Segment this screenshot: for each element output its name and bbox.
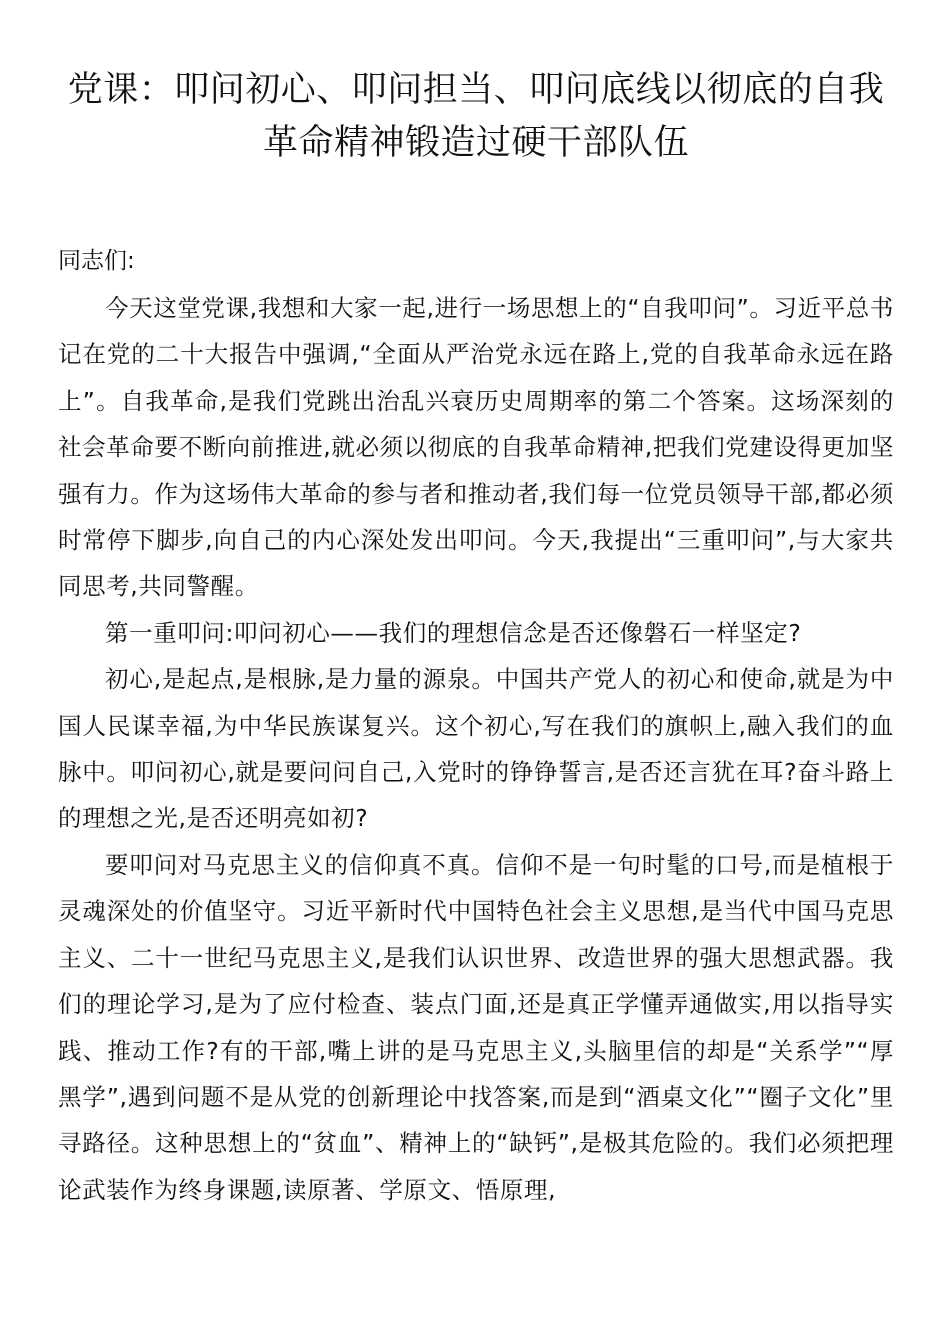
salutation: 同志们:: [58, 248, 135, 274]
paragraph-original-aspiration: 初心,是起点,是根脉,是力量的源泉。中国共产党人的初心和使命,就是为中国人民谋幸福,为中华民族谋复兴。这个初心,写在我们的旗帜上,融入我们的血脉中。叩问初心,就是要问问自己,入党时的铮铮誓言,是否还言犹在耳?奋斗路上的理想之光,是否还明亮如初?: [58, 665, 894, 833]
paragraph-intro: 今天这堂党课,我想和大家一起,进行一场思想上的“自我叩问”。习近平总书记在党的二十大报告中强调,“全面从严治党永远在路上,党的自我革命永远在路上”。自我革命,是我们党跳出治乱兴衰历史周期率的第二个答案。这场深刻的社会革命要不断向前推进,就必须以彻底的自我革命精神,把我们党建设得更加坚强有力。作为这场伟大革命的参与者和推动者,我们每一位党员领导干部,都必须时常停下脚步,向自己的内心深处发出叩问。今天,我提出“三重叩问”,与大家共同思考,共同警醒。: [58, 294, 894, 601]
title-line-1: 党课：叩问初心、叩问担当、叩问底线以彻底的自我: [67, 70, 885, 110]
document-page: [58, 64, 894, 1213]
paragraph-section-heading: 第一重叩问:叩问初心——我们的理想信念是否还像磐石一样坚定?: [105, 618, 802, 647]
title-line-2: 革命精神锻造过硬干部队伍: [262, 123, 689, 163]
document-title: [58, 64, 894, 170]
paragraph-marxism-faith: 要叩问对马克思主义的信仰真不真。信仰不是一句时髦的口号,而是植根于灵魂深处的价值坚守。习近平新时代中国特色社会主义思想,是当代中国马克思主义、二十一世纪马克思主义,是我们认识世界、改造世界的强大思想武器。我们的理论学习,是为了应付检查、装点门面,还是真正学懂弄通做实,用以指导实践、推动工作?有的干部,嘴上讲的是马克思主义,头脑里信的却是“关系学”“厚黑学”,遇到问题不是从党的创新理论中找答案,而是到“酒桌文化”“圈子文化”里寻路径。这种思想上的“贫血”、精神上的“缺钙”,是极其危险的。我们必须把理论武装作为终身课题,读原著、学原文、悟原理,: [58, 850, 894, 1204]
